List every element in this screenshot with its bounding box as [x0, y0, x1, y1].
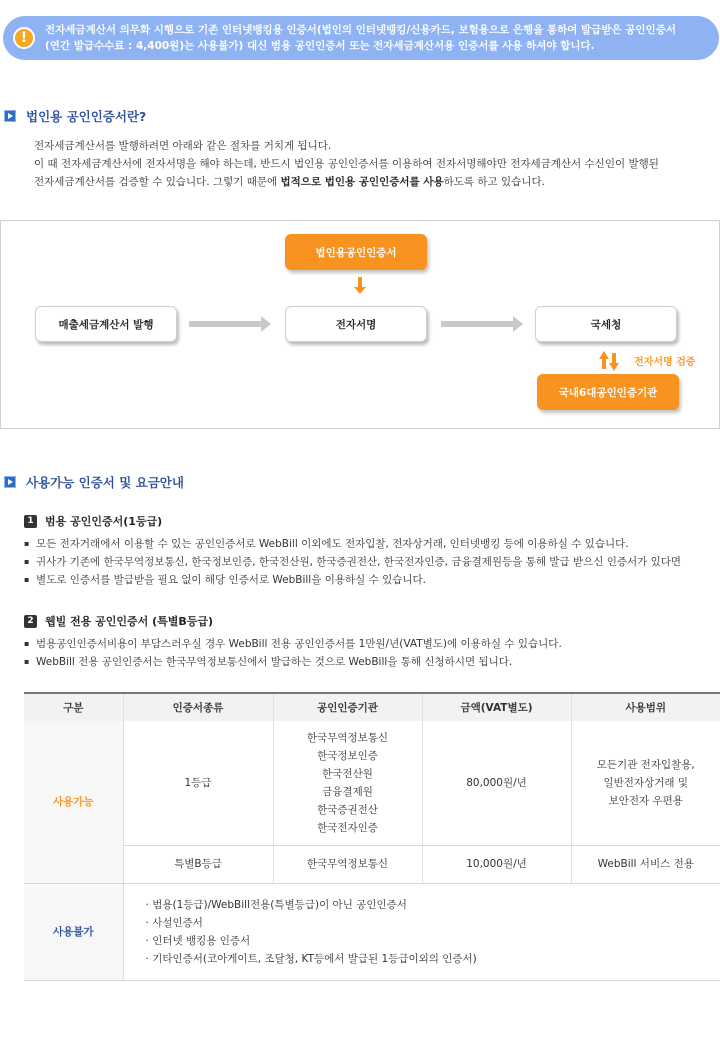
number-badge: 2 — [24, 615, 37, 628]
section-heading-corporate-cert: 법인용 공인인증서란? — [4, 107, 146, 125]
notice-text: 전자세금계산서 의무화 시행으로 기존 인터넷뱅킹용 인증서(법인의 인터넷뱅킹/신용카드, 보험용으로 은행을 통하여 발급받은 공인인증서 (연간 발급수수료 : 4,400원)는 사용불가) 대신 범용 공인인증서 또는 전자세금계산서용 인증서를 사용 하셔야 합니다. — [45, 24, 676, 52]
price-cell: 10,000원/년 — [422, 845, 571, 883]
column-header: 사용범위 — [571, 693, 720, 721]
subheading-general-cert: 1 범용 공인인증서(1등급) — [24, 513, 162, 529]
scope-cell: WebBill 서비스 전용 — [571, 845, 720, 883]
list-item: ▪ 별도로 인증서를 발급받을 필요 없이 해당 인증서로 WebBill을 이용하실 수 있습니다. — [24, 571, 681, 589]
right-arrow-icon — [441, 321, 513, 327]
warning-icon: ! — [13, 27, 35, 49]
section-heading-available-certs: 사용가능 인증서 및 요금안내 — [4, 473, 184, 491]
notice-banner — [3, 16, 719, 60]
right-arrow-icon — [189, 321, 261, 327]
table-row — [24, 883, 720, 980]
webbill-cert-list — [24, 635, 562, 671]
list-item: ▪ WebBill 전용 공인인증서는 한국무역정보통신에서 발급하는 것으로 WebBill을 통해 신청하시면 됩니다. — [24, 653, 562, 671]
corporate-cert-box: 법인용공인인증서 — [285, 234, 427, 270]
down-arrow-icon — [358, 277, 362, 287]
column-header: 공인인증기관 — [273, 693, 422, 721]
certification-authority-box: 국내6대공인인증기관 — [537, 374, 679, 410]
column-header: 금액(VAT별도) — [422, 693, 571, 721]
list-item: ▪ 범용공인인증서비용이 부담스러우실 경우 WebBill 전용 공인인증서를 1만원/년(VAT별도)에 이용하실 수 있습니다. — [24, 635, 562, 653]
cert-pricing-table — [24, 692, 720, 981]
unavailable-list — [146, 896, 720, 968]
column-header: 인증서종류 — [123, 693, 273, 721]
list-item: · 범용(1등급)/WebBill전용(특별등급)이 아닌 공인인증서 — [146, 896, 720, 914]
scope-cell: 모든기관 전자입찰용, 일반전자상거래 및 보안전자 우편용 — [571, 721, 720, 845]
subheading-webbill-cert: 2 웹빌 전용 공인인증서 (특별B등급) — [24, 613, 213, 629]
number-badge: 1 — [24, 515, 37, 528]
e-signature-box: 전자서명 — [285, 306, 427, 342]
list-item: · 기타인증서(코아게이트, 조달청, KT등에서 발급된 1등급이외의 인증서) — [146, 950, 720, 968]
table-row — [24, 721, 720, 845]
cert-type-cell: 특별B등급 — [123, 845, 273, 883]
exchange-arrows-icon — [597, 351, 619, 371]
available-label: 사용가능 — [24, 721, 123, 883]
issue-invoice-box: 매출세금계산서 발행 — [35, 306, 177, 342]
process-diagram — [0, 220, 720, 429]
agency-cell: 한국무역정보통신 — [273, 845, 422, 883]
intro-paragraph: 전자세금계산서를 발행하려면 아래와 같은 절차를 거치게 됩니다. 이 때 전자세금계산서에 전자서명을 해야 하는데, 반드시 법인용 공인인증서를 이용하여 전자서명해야만 전자세금계산서 수신인이 발행된 전자세금계산서를 검증할 수 있습니다. 그렇기 때문에 법적으로 법인용 공인인증서를 사용하도록 하고 있습니다. — [34, 140, 659, 188]
column-header: 구분 — [24, 693, 123, 721]
agency-cell: 한국무역정보통신 한국정보인증 한국전산원 금융결제원 한국증권전산 한국전자인증 — [273, 721, 422, 845]
general-cert-list — [24, 535, 681, 589]
cert-type-cell: 1등급 — [123, 721, 273, 845]
list-item: · 사설인증서 — [146, 914, 720, 932]
nts-box: 국세청 — [535, 306, 677, 342]
signature-verify-label: 전자서명 검증 — [634, 357, 696, 368]
arrow-bullet-icon — [4, 476, 16, 488]
table-header-row — [24, 693, 720, 721]
unavailable-list-cell — [123, 883, 720, 980]
price-cell: 80,000원/년 — [422, 721, 571, 845]
unavailable-label: 사용불가 — [24, 883, 123, 980]
list-item: ▪ 모든 전자거래에서 이용할 수 있는 공인인증서로 WebBill 이외에도 전자입찰, 전자상거래, 인터넷뱅킹 등에 이용하실 수 있습니다. — [24, 535, 681, 553]
list-item: ▪ 귀사가 기존에 한국무역정보통신, 한국정보인증, 한국전산원, 한국증권전산, 한국전자인증, 금융결제원등을 통해 발급 받으신 인증서가 있다면 — [24, 553, 681, 571]
list-item: · 인터넷 뱅킹용 인증서 — [146, 932, 720, 950]
table-row — [24, 845, 720, 883]
arrow-bullet-icon — [4, 110, 16, 122]
